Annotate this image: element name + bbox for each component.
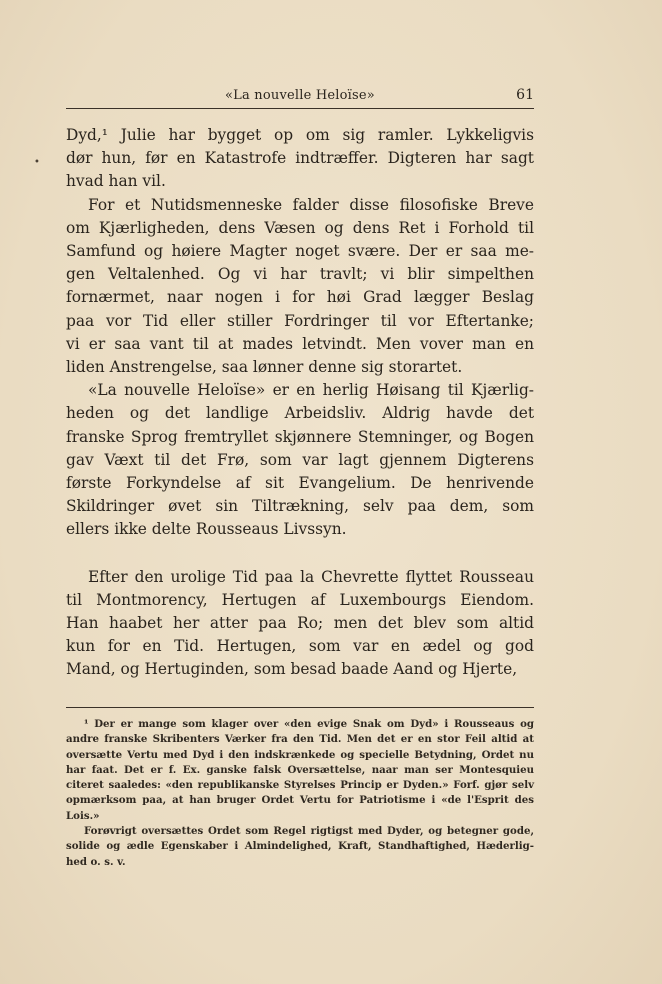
text-line: heden og det landlige Arbeidsliv. Aldrig havde det [66, 404, 534, 423]
page-number: 61 [516, 87, 534, 103]
footnote-line: hed o. s. v. [66, 855, 126, 868]
text-line: gen Veltalenhed. Og vi har travlt; vi blir simpelthen [66, 265, 534, 284]
text-line: liden Anstrengelse, saa lønner denne sig storartet. [66, 358, 463, 377]
running-header [66, 86, 534, 109]
footnote-line: andre franske Skribenters Værker fra den Tid. Men det er en stor Feil altid at [66, 733, 534, 746]
text-line: gav Væxt til det Frø, som var lagt gjennem Digterens [66, 450, 534, 469]
paragraph [66, 124, 534, 194]
text-line: fornærmet, naar nogen i for høi Grad lægger Beslag [66, 288, 534, 307]
footnote [66, 717, 534, 824]
paragraph [66, 566, 534, 682]
body-text [66, 124, 534, 682]
text-line: «La nouvelle Heloïse» er en herlig Høisang til Kjærlig- [88, 381, 534, 400]
text-line: Han haabet her atter paa Ro; men det blev som altid [66, 614, 534, 633]
text-line: paa vor Tid eller stiller Fordringer til vor Eftertanke; [66, 311, 534, 330]
margin-mark: • [34, 157, 40, 168]
paragraph [66, 194, 534, 380]
text-line: Efter den urolige Tid paa la Chevrette flyttet Rousseau [88, 567, 534, 586]
footnote-divider [66, 707, 534, 708]
paragraph [66, 379, 534, 541]
footnote-line: ¹ Der er mange som klager over «den evige Snak om Dyd» i Rousseaus og [84, 718, 534, 730]
text-line: franske Sprog fremtryllet skjønnere Stemninger, og Bogen [66, 427, 534, 446]
footnote-line: Forøvrigt oversættes Ordet som Regel rigtigst med Dyder, og betegner gode, [84, 825, 534, 838]
section-break [66, 542, 534, 566]
footnote-line: oversætte Vertu med Dyd i den indskrænkede og specielle Betydning, Ordet nu [66, 748, 534, 761]
text-line: hvad han vil. [66, 172, 166, 191]
text-line: om Kjærligheden, dens Væsen og dens Ret i Forhold til [66, 218, 534, 237]
text-line: Skildringer øvet sin Tiltrækning, selv paa dem, som [66, 497, 534, 516]
running-title: «La nouvelle Heloïse» [225, 88, 375, 103]
text-line: For et Nutidsmenneske falder disse filosofiske Breve [88, 195, 534, 214]
text-line: dør hun, før en Katastrofe indtræffer. Digteren har sagt [66, 149, 534, 168]
footnote-line: citeret saaledes: «den republikanske Styrelses Princip er Dyden.» Forf. gjør selv [66, 779, 534, 792]
text-line: kun for en Tid. Hertugen, som var en ædel og god [66, 637, 534, 656]
text-line: Samfund og høiere Magter noget svære. Der er saa me- [66, 242, 534, 261]
footnotes [66, 717, 534, 870]
text-line: første Forkyndelse af sit Evangelium. De henrivende [66, 474, 534, 493]
footnote [66, 824, 534, 870]
text-line: Dyd,¹ Julie har bygget op om sig ramler. Lykkeligvis [66, 126, 534, 144]
footnote-line: solide og ædle Egenskaber i Almindelighed, Kraft, Standhaftighed, Hæderlig- [66, 840, 534, 853]
footnote-line: Lois.» [66, 809, 100, 822]
footnote-line: opmærksom paa, at han bruger Ordet Vertu for Patriotisme i «de l'Esprit des [66, 794, 534, 807]
text-line: vi er saa vant til at mades letvindt. Men vover man en [66, 334, 534, 353]
text-line: til Montmorency, Hertugen af Luxembourgs Eiendom. [66, 590, 534, 609]
text-line: Mand, og Hertuginden, som besad baade Aand og Hjerte, [66, 660, 518, 679]
text-line: ellers ikke delte Rousseaus Livssyn. [66, 520, 347, 539]
footnote-line: har faat. Det er f. Ex. ganske falsk Oversættelse, naar man ser Montesquieu [66, 763, 534, 776]
